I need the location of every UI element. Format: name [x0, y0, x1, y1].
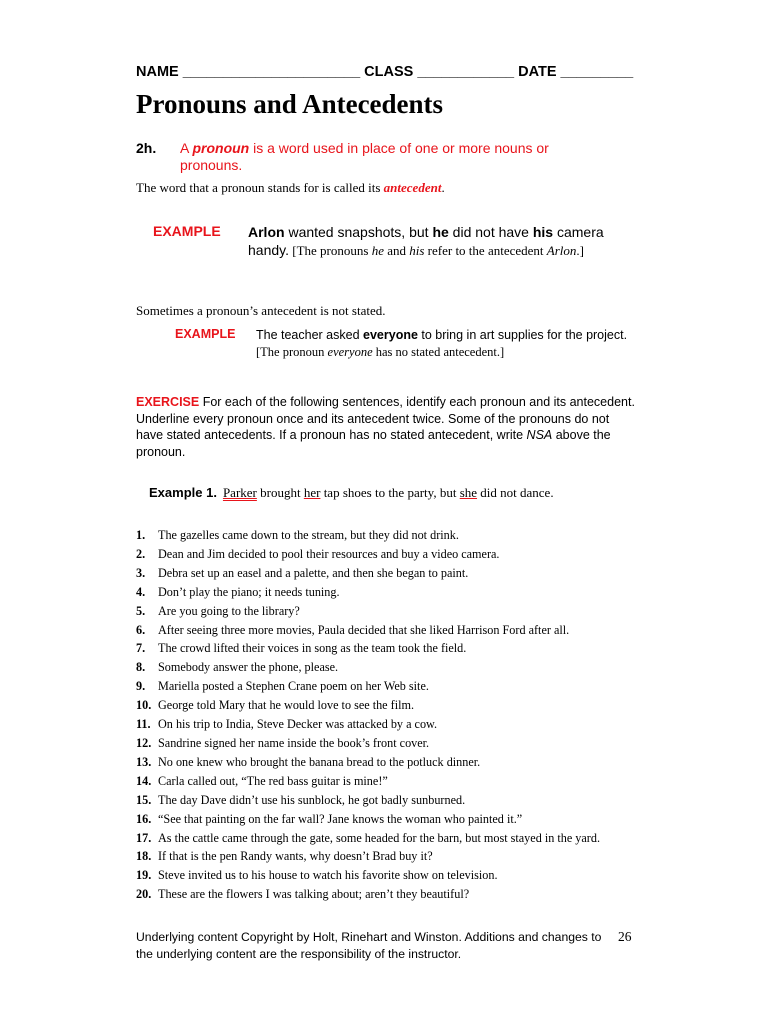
- copyright-footer: Underlying content Copyright by Holt, Rinehart and Winston. Additions and changes to the underlying content are the responsibility of the instructor.: [136, 930, 602, 961]
- item-number: 8.: [136, 660, 146, 675]
- example2-note-pre: [The pronoun: [256, 345, 328, 359]
- list-item: [136, 526, 636, 545]
- example1-word-his: his: [532, 224, 554, 240]
- item-number: 13.: [136, 754, 152, 769]
- item-text: Mariella posted a Stephen Crane poem on her Web site.: [158, 679, 429, 694]
- worked-example-label: Example 1.: [149, 485, 217, 500]
- item-number: 2.: [136, 546, 146, 561]
- list-item: [136, 753, 636, 772]
- list-item: [136, 696, 636, 715]
- list-item: [136, 658, 636, 677]
- item-number: 17.: [136, 830, 152, 845]
- page-number: 26: [618, 929, 632, 944]
- item-number: 3.: [136, 565, 146, 580]
- item-text: These are the flowers I was talking about; aren’t they beautiful?: [158, 887, 470, 902]
- list-item: [136, 715, 636, 734]
- list-item: [136, 866, 636, 885]
- example-label-1: EXAMPLE: [153, 223, 221, 239]
- item-number: 11.: [136, 717, 151, 732]
- item-number: 1.: [136, 528, 146, 542]
- list-item: [136, 564, 636, 583]
- item-text: “See that painting on the far wall? Jane knows the woman who painted it.”: [158, 811, 523, 826]
- example1-note-he: he: [371, 243, 384, 258]
- example-sentence-1: [248, 223, 648, 260]
- item-text: No one knew who brought the banana bread to the potluck dinner.: [158, 754, 481, 769]
- example2-text-2: to bring in art supplies for the project.: [417, 328, 628, 342]
- example2-note-word: everyone: [327, 345, 373, 359]
- exercise-text-2: above the pronoun.: [136, 428, 611, 459]
- list-item: [136, 639, 636, 658]
- list-item: [136, 602, 636, 621]
- worksheet-header: NAME ______________________ CLASS ____________ DATE _________: [136, 64, 634, 80]
- item-number: 20.: [136, 887, 152, 902]
- antecedent-double-underline: Parker: [222, 485, 257, 500]
- example1-note: [289, 243, 584, 258]
- page-title: Pronouns and Antecedents: [136, 89, 444, 119]
- example1-note-and: and: [383, 243, 410, 258]
- not-stated-text: Sometimes a pronoun’s antecedent is not stated.: [136, 303, 386, 318]
- item-number: 16.: [136, 811, 152, 826]
- item-number: 4.: [136, 584, 146, 599]
- example2-text-1: The teacher asked: [256, 328, 364, 342]
- example1-note-mid: refer to the antecedent: [424, 243, 547, 258]
- exercise-label: EXERCISE: [136, 395, 200, 409]
- list-item: [136, 847, 636, 866]
- item-number: 14.: [136, 773, 152, 788]
- item-text: The day Dave didn’t use his sunblock, he got badly sunburned.: [158, 792, 466, 807]
- item-text: Don’t play the piano; it needs tuning.: [158, 584, 340, 599]
- item-text: If that is the pen Randy wants, why doesn’t Brad buy it?: [158, 849, 433, 864]
- antecedent-def-post: .: [441, 180, 445, 195]
- example1-note-arlon: Arlon: [546, 243, 577, 258]
- rule-label: 2h.: [136, 140, 157, 156]
- list-item: [136, 885, 636, 904]
- item-text: Dean and Jim decided to pool their resources and buy a video camera.: [158, 546, 500, 561]
- example2-note: [256, 345, 504, 359]
- pronoun-underline-she: she: [459, 485, 478, 500]
- exercise-text-1: For each of the following sentences, identify each pronoun and its antecedent. Underline every pronoun once and its antecedent twice. Some of the pronouns do not have stated antecedents. If a pronoun has no stated antecedent, write: [136, 395, 635, 442]
- item-text: Debra set up an easel and a palette, and then she began to paint.: [158, 565, 469, 580]
- list-item: [136, 791, 636, 810]
- list-item: [136, 621, 636, 640]
- exercise-nsa: NSA: [526, 428, 553, 442]
- item-text: As the cattle came through the gate, some headed for the barn, but most stayed in the yard.: [158, 830, 600, 845]
- list-item: [136, 829, 636, 848]
- example1-note-his: his: [409, 243, 425, 258]
- list-item: [136, 810, 636, 829]
- example-sentence-2: [256, 327, 636, 361]
- exercise-list: [136, 526, 636, 904]
- rule-term: pronoun: [192, 140, 250, 156]
- example1-text-2: did not have: [448, 224, 533, 240]
- list-item: [136, 772, 636, 791]
- antecedent-term: antecedent: [383, 180, 442, 195]
- item-number: 10.: [136, 698, 152, 713]
- item-text: The crowd lifted their voices in song as the team took the field.: [158, 641, 467, 656]
- item-number: 19.: [136, 868, 152, 883]
- item-text: George told Mary that he would love to see the film.: [158, 698, 414, 713]
- example1-note-pre: [The pronouns: [289, 243, 372, 258]
- example1-note-end: .]: [576, 243, 584, 258]
- item-text: The gazelles came down to the stream, but they did not drink.: [158, 528, 459, 542]
- example1-word-he: he: [432, 224, 449, 240]
- rule-text-post: is a word used in place of one or more nouns or pronouns.: [180, 140, 549, 173]
- antecedent-def-pre: The word that a pronoun stands for is called its: [136, 180, 384, 195]
- item-text: Are you going to the library?: [158, 603, 300, 618]
- item-number: 6.: [136, 622, 146, 637]
- item-text: Sandrine signed her name inside the book’s front cover.: [158, 735, 430, 750]
- item-number: 5.: [136, 603, 146, 618]
- item-text: Somebody answer the phone, please.: [158, 660, 339, 675]
- list-item: [136, 545, 636, 564]
- pronoun-underline-her: her: [303, 485, 321, 500]
- item-text: On his trip to India, Steve Decker was attacked by a cow.: [158, 717, 438, 732]
- example1-text-3: camera handy.: [248, 224, 604, 258]
- list-item: [136, 677, 636, 696]
- item-number: 18.: [136, 849, 152, 864]
- item-number: 9.: [136, 679, 146, 694]
- item-number: 12.: [136, 735, 152, 750]
- list-item: [136, 734, 636, 753]
- item-number: 15.: [136, 792, 152, 807]
- worked-example-sentence: [223, 485, 554, 500]
- worked-example-text-2: tap shoes to the party, but: [320, 485, 460, 500]
- item-text: After seeing three more movies, Paula decided that she liked Harrison Ford after all.: [158, 622, 570, 637]
- antecedent-definition: [136, 180, 445, 196]
- example2-note-post: has no stated antecedent.]: [372, 345, 505, 359]
- worked-example-text-3: did not dance.: [477, 485, 554, 500]
- worked-example-text-1: brought: [256, 485, 304, 500]
- worked-example: [149, 484, 554, 502]
- rule-definition: [180, 140, 610, 174]
- list-item: [136, 583, 636, 602]
- item-number: 7.: [136, 641, 146, 656]
- example1-text-1: wanted snapshots, but: [284, 224, 433, 240]
- item-text: Steve invited us to his house to watch his favorite show on television.: [158, 868, 498, 883]
- example2-word-everyone: everyone: [363, 328, 418, 342]
- rule-text-pre: A: [180, 140, 193, 156]
- example1-word-arlon: Arlon: [248, 224, 285, 240]
- item-text: Carla called out, “The red bass guitar is mine!”: [158, 773, 388, 788]
- exercise-instructions: [136, 394, 636, 460]
- example-label-2: EXAMPLE: [175, 327, 236, 341]
